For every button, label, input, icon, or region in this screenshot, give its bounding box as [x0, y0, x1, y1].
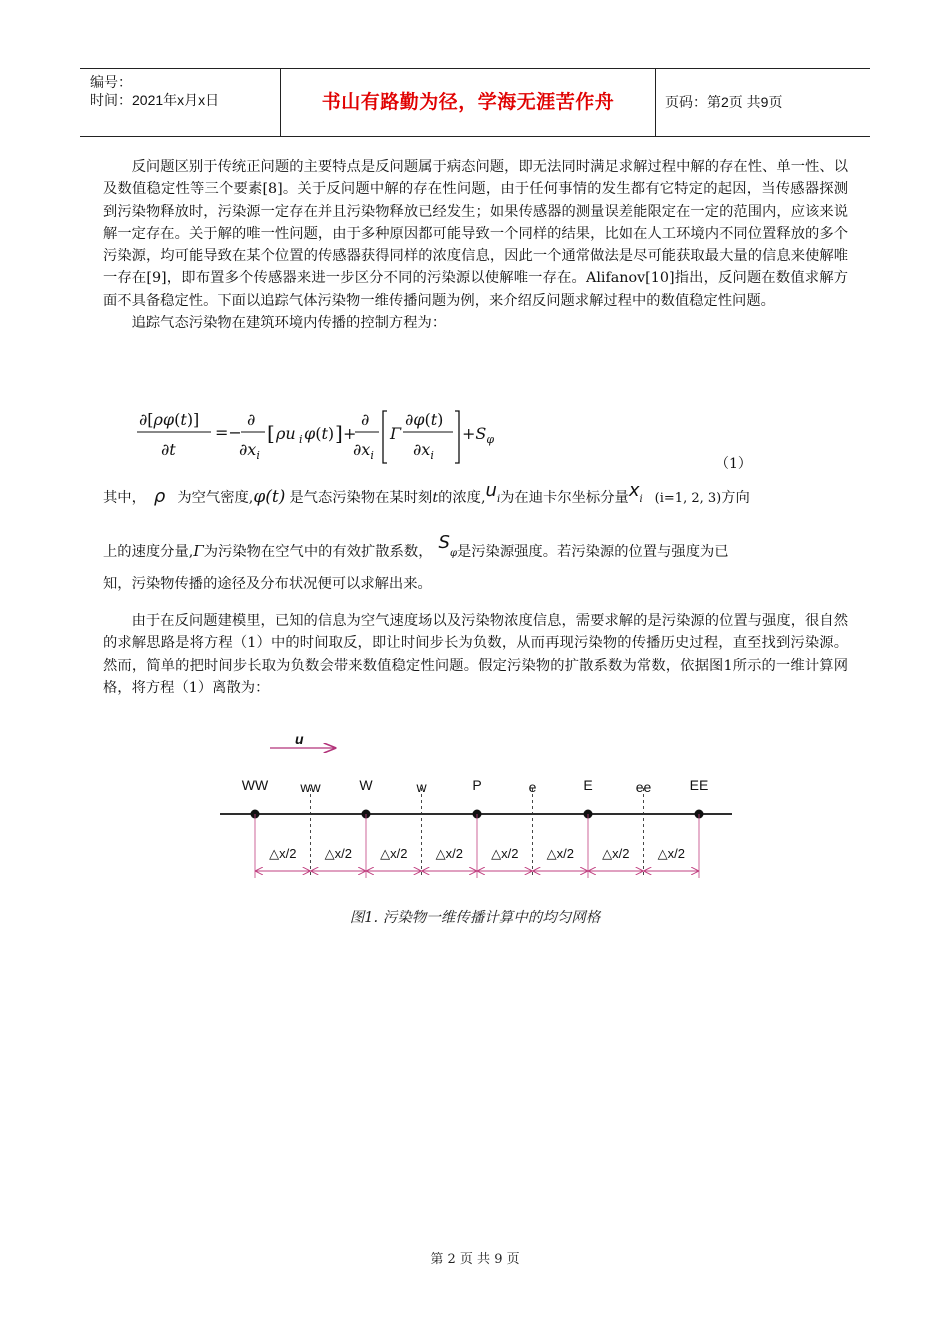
svg-text:φ(t): φ(t)	[304, 424, 335, 443]
svg-text:∂xi: $\partial x_i$	[239, 440, 260, 462]
grid-node-label-ww: ww	[300, 779, 321, 795]
number-label: 编号：	[90, 74, 132, 90]
velocity-desc: 上的速度分量,	[103, 544, 194, 560]
svg-text:∂φ(t): ∂φ(t)	[405, 410, 444, 429]
x-symbol: x	[628, 480, 640, 501]
gamma-symbol: Γ	[193, 542, 204, 560]
phi-symbol: φ(t)	[253, 487, 286, 507]
where-lead: 其中，	[103, 490, 146, 506]
interval-label: △x/2	[380, 846, 408, 861]
grid-node-label-EE: EE	[689, 777, 709, 793]
svg-text:∂xi: $\partial x_i$	[413, 440, 434, 462]
phi-desc-2: 的浓度,	[438, 490, 486, 506]
s-symbol: S	[438, 532, 450, 553]
page-footer: 第 2 页 共 9 页	[430, 1252, 520, 1267]
interval-label: △x/2	[435, 846, 463, 861]
body-text	[103, 156, 848, 334]
grid-node-label-E: E	[583, 777, 593, 793]
t-symbol: t	[432, 490, 439, 506]
paragraph-1: 反问题区别于传统正问题的主要特点是反问题属于病态问题，即无法同时满足求解过程中解的存在性、单一性、以及数值稳定性等三个要素[8]。关于反问题中解的存在性问题，由于任何事情的发生都有它特定的起因，当传感器探测到污染物释放时，污染源一定存在并且污染物释放已经发生；如果传感器的测量误差能限定在一定的范围内，应该来说解一定存在。关于解的唯一性问题，由于多种原因都可能导致一个同样的结果，比如在人工环境内不同位置释放的多个污染源，均可能导致在某个位置的传感器获得同样的浓度信息，因此一个通常做法是尽可能获取最大量的信息来使解唯一存在[9]，即布置多个传感器来进一步区分不同的污染源以使解唯一存在。Alifanov[10]指出，反问题在数值求解方面不具备稳定性。下面以追踪气体污染物一维传播问题为例，来介绍反问题求解过程中的数值稳定性问题。	[103, 159, 848, 309]
svg-text:∂[ρφ(t)]: ∂[ρφ(t)]	[139, 410, 200, 429]
x-desc: 方向	[721, 490, 750, 506]
grid-node-label-WW: WW	[241, 777, 269, 793]
u-desc: 为在迪卡尔坐标分量	[500, 490, 629, 506]
svg-text:∂t: ∂t	[161, 440, 176, 459]
interval-label: △x/2	[324, 846, 352, 861]
grid-node-label-P: P	[472, 777, 482, 793]
svg-text:[: [	[267, 421, 275, 445]
header-meta	[80, 69, 280, 136]
grid-node-label-W: W	[359, 777, 373, 793]
motto: 书山有路勤为径，学海无涯苦作舟	[321, 91, 615, 113]
svg-text:ρu: ρu	[276, 424, 296, 443]
index-range: (i=1, 2, 3)	[654, 491, 722, 506]
uniform-grid-figure	[215, 728, 745, 888]
equation-number: （1）	[715, 456, 752, 472]
svg-text:]: ]	[335, 421, 343, 445]
variable-definitions-line-3: 知，污染物传播的途径及分布状况便可以求解出来。	[103, 575, 432, 592]
u-subscript: i	[496, 493, 501, 505]
u-symbol: u	[485, 480, 497, 501]
interval-label: △x/2	[546, 846, 574, 861]
variable-definitions-line-1	[103, 480, 848, 514]
page-header	[80, 68, 870, 137]
gamma-desc: 为污染物在空气中的有效扩散系数，	[203, 544, 433, 560]
equation-1	[135, 405, 755, 467]
figure-caption: 图1. 污染物一维传播计算中的均匀网格	[349, 910, 601, 926]
svg-text:+: +	[343, 424, 357, 443]
grid-node-label-e: e	[528, 779, 537, 795]
header-motto-cell	[280, 69, 656, 136]
interval-label: △x/2	[491, 846, 519, 861]
paragraph-3-text: 由于在反问题建模里，已知的信息为空气速度场以及污染物浓度信息，需要求解的是污染源的位置与强度，很自然的求解思路是将方程（1）中的时间取反，即让时间步长为负数，从而再现污染物的传播历史过程，直至找到污染源。然而，简单的把时间步长取为负数会带来数值稳定性问题。假定污染物的扩散系数为常数，依据图1所示的一维计算网格，将方程（1）离散为：	[103, 613, 848, 696]
phi-desc: 是气态污染物在某时刻	[289, 490, 433, 506]
rho-symbol: ρ	[153, 486, 166, 507]
paragraph-2: 追踪气态污染物在建筑环境内传播的控制方程为：	[131, 315, 447, 332]
page-info: 页码：第2页 共9页	[665, 94, 783, 110]
velocity-label: u	[295, 731, 304, 747]
paragraph-3	[103, 610, 848, 699]
svg-text:∂xi: $\partial x_i$	[353, 440, 374, 462]
interval-label: △x/2	[602, 846, 630, 861]
interval-label: △x/2	[657, 846, 685, 861]
grid-node-label-w: w	[416, 779, 427, 795]
x-subscript: i	[639, 493, 643, 505]
rho-desc: 为空气密度,	[177, 490, 254, 506]
interval-label: △x/2	[269, 846, 297, 861]
time-label: 时间：2021年x月x日	[90, 92, 220, 108]
svg-text:∂: ∂	[247, 410, 256, 429]
s-subscript: φ	[449, 547, 457, 559]
svg-text:∂: ∂	[361, 410, 370, 429]
variable-definitions-line-2	[103, 532, 848, 593]
svg-text:i: i	[299, 433, 303, 446]
grid-node-label-ee: ee	[635, 779, 652, 795]
svg-text:=−: =−	[215, 423, 242, 442]
svg-text:+Sφ: $+S_\varphi$	[462, 424, 495, 446]
source-desc: 是污染源强度。若污染源的位置与强度为已	[456, 544, 729, 560]
svg-text:Γ: Γ	[390, 424, 402, 443]
